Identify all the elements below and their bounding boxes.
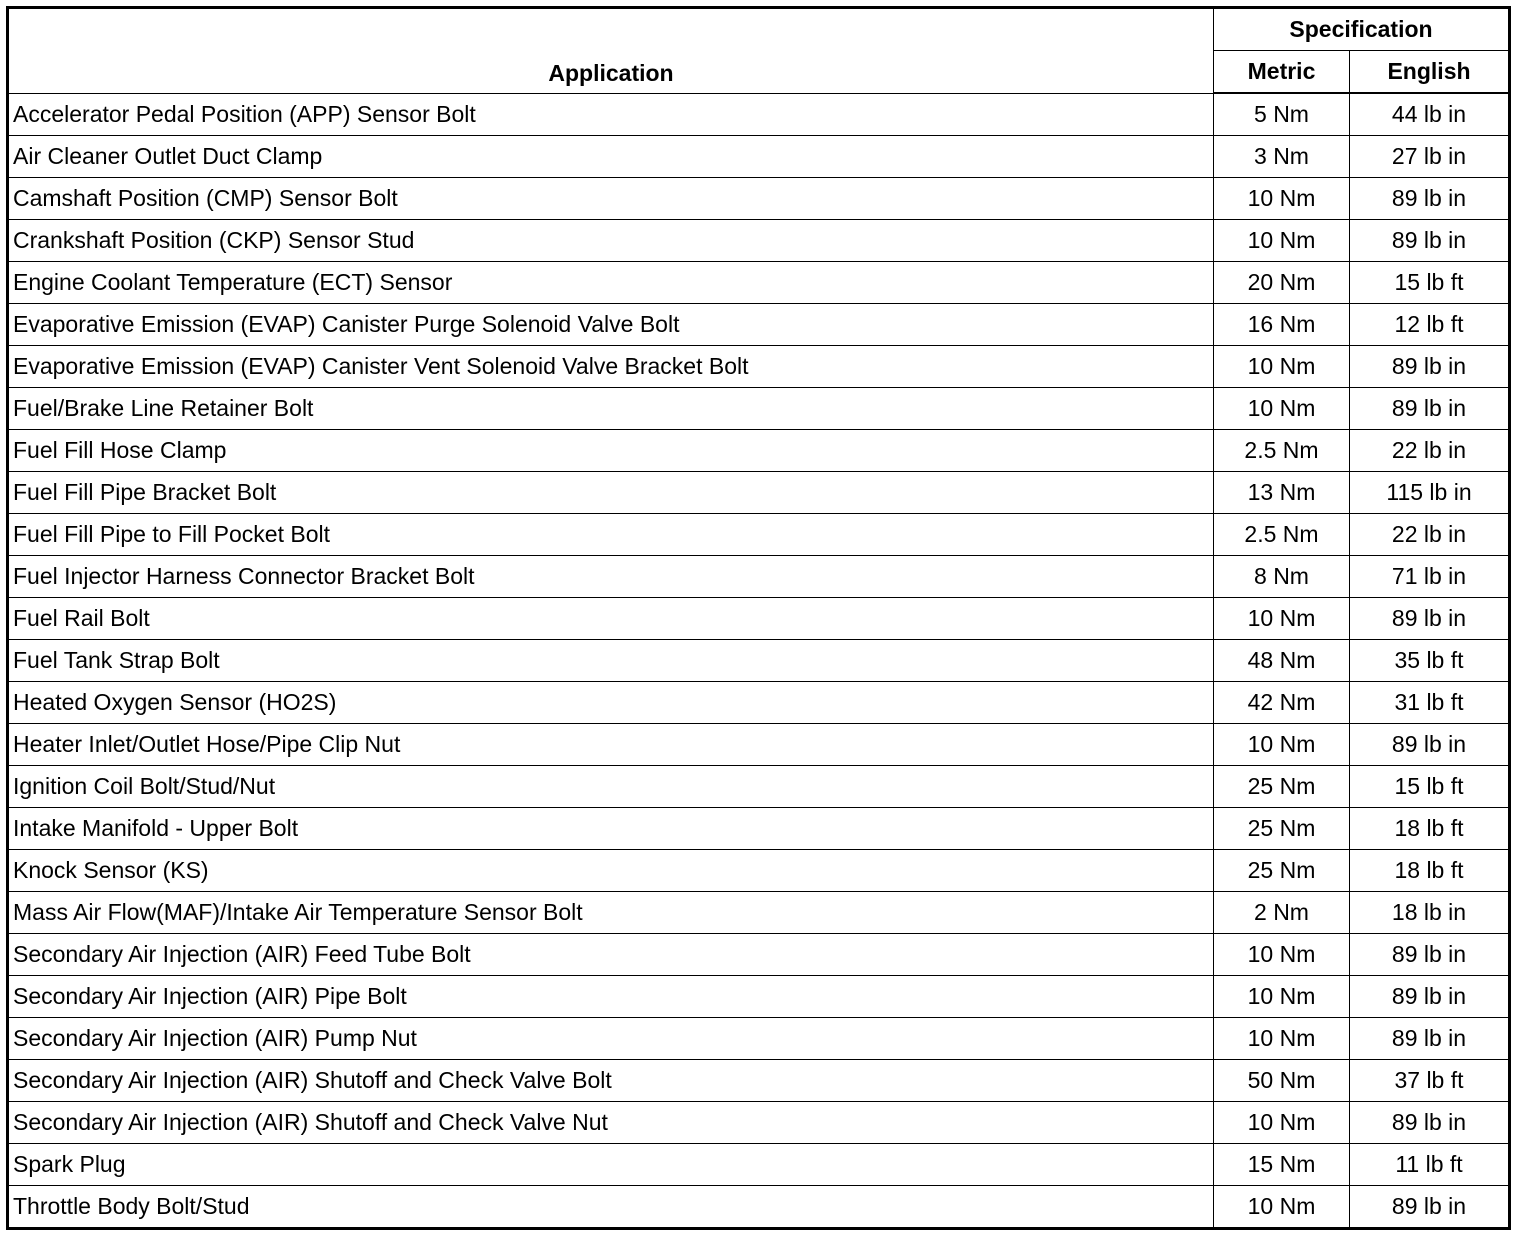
metric-cell: 25 Nm: [1214, 808, 1350, 850]
application-cell: Crankshaft Position (CKP) Sensor Stud: [8, 220, 1214, 262]
english-cell: 89 lb in: [1350, 1018, 1510, 1060]
table-row: [8, 430, 1510, 472]
application-cell: Fuel Fill Pipe to Fill Pocket Bolt: [8, 514, 1214, 556]
metric-cell: 10 Nm: [1214, 1102, 1350, 1144]
specification-table: [6, 6, 1511, 1230]
table-row: [8, 1060, 1510, 1102]
table-row: [8, 766, 1510, 808]
metric-cell: 10 Nm: [1214, 598, 1350, 640]
english-cell: 12 lb ft: [1350, 304, 1510, 346]
english-cell: 89 lb in: [1350, 1102, 1510, 1144]
table-row: [8, 724, 1510, 766]
metric-cell: 10 Nm: [1214, 220, 1350, 262]
application-cell: Engine Coolant Temperature (ECT) Sensor: [8, 262, 1214, 304]
english-cell: 18 lb ft: [1350, 808, 1510, 850]
table-row: [8, 1186, 1510, 1229]
table-row: [8, 136, 1510, 178]
application-cell: Throttle Body Bolt/Stud: [8, 1186, 1214, 1229]
english-cell: 31 lb ft: [1350, 682, 1510, 724]
metric-cell: 10 Nm: [1214, 976, 1350, 1018]
application-cell: Fuel/Brake Line Retainer Bolt: [8, 388, 1214, 430]
application-cell: Heater Inlet/Outlet Hose/Pipe Clip Nut: [8, 724, 1214, 766]
metric-cell: 10 Nm: [1214, 934, 1350, 976]
table-row: [8, 262, 1510, 304]
table-row: [8, 934, 1510, 976]
application-cell: Accelerator Pedal Position (APP) Sensor Bolt: [8, 93, 1214, 136]
table-row: [8, 93, 1510, 136]
metric-cell: 25 Nm: [1214, 850, 1350, 892]
english-cell: 89 lb in: [1350, 346, 1510, 388]
metric-cell: 10 Nm: [1214, 346, 1350, 388]
metric-cell: 42 Nm: [1214, 682, 1350, 724]
header-specification: Specification: [1214, 8, 1510, 51]
english-cell: 89 lb in: [1350, 178, 1510, 220]
table-row: [8, 976, 1510, 1018]
english-cell: 115 lb in: [1350, 472, 1510, 514]
table-row: [8, 682, 1510, 724]
table-row: [8, 598, 1510, 640]
metric-cell: 5 Nm: [1214, 93, 1350, 136]
header-application: Application: [8, 8, 1214, 94]
table-row: [8, 346, 1510, 388]
metric-cell: 3 Nm: [1214, 136, 1350, 178]
metric-cell: 2.5 Nm: [1214, 514, 1350, 556]
metric-cell: 10 Nm: [1214, 388, 1350, 430]
application-cell: Air Cleaner Outlet Duct Clamp: [8, 136, 1214, 178]
metric-cell: 25 Nm: [1214, 766, 1350, 808]
application-cell: Spark Plug: [8, 1144, 1214, 1186]
table-row: [8, 1018, 1510, 1060]
metric-cell: 10 Nm: [1214, 1186, 1350, 1229]
table-row: [8, 892, 1510, 934]
application-cell: Fuel Rail Bolt: [8, 598, 1214, 640]
application-cell: Fuel Injector Harness Connector Bracket Bolt: [8, 556, 1214, 598]
metric-cell: 13 Nm: [1214, 472, 1350, 514]
english-cell: 18 lb in: [1350, 892, 1510, 934]
english-cell: 89 lb in: [1350, 724, 1510, 766]
application-cell: Evaporative Emission (EVAP) Canister Vent Solenoid Valve Bracket Bolt: [8, 346, 1214, 388]
application-cell: Fuel Fill Hose Clamp: [8, 430, 1214, 472]
application-cell: Mass Air Flow(MAF)/Intake Air Temperature Sensor Bolt: [8, 892, 1214, 934]
english-cell: 22 lb in: [1350, 430, 1510, 472]
header-metric: Metric: [1214, 51, 1350, 94]
application-cell: Camshaft Position (CMP) Sensor Bolt: [8, 178, 1214, 220]
application-cell: Intake Manifold - Upper Bolt: [8, 808, 1214, 850]
english-cell: 89 lb in: [1350, 1186, 1510, 1229]
table-row: [8, 220, 1510, 262]
table-row: [8, 808, 1510, 850]
english-cell: 22 lb in: [1350, 514, 1510, 556]
english-cell: 89 lb in: [1350, 388, 1510, 430]
english-cell: 44 lb in: [1350, 93, 1510, 136]
table-body: [8, 93, 1510, 1229]
application-cell: Secondary Air Injection (AIR) Feed Tube Bolt: [8, 934, 1214, 976]
table-row: [8, 388, 1510, 430]
english-cell: 89 lb in: [1350, 598, 1510, 640]
header-row-top: [8, 8, 1510, 51]
application-cell: Secondary Air Injection (AIR) Shutoff and Check Valve Nut: [8, 1102, 1214, 1144]
metric-cell: 50 Nm: [1214, 1060, 1350, 1102]
table-row: [8, 1102, 1510, 1144]
table-row: [8, 304, 1510, 346]
table-row: [8, 850, 1510, 892]
metric-cell: 2 Nm: [1214, 892, 1350, 934]
application-cell: Heated Oxygen Sensor (HO2S): [8, 682, 1214, 724]
metric-cell: 10 Nm: [1214, 178, 1350, 220]
metric-cell: 8 Nm: [1214, 556, 1350, 598]
application-cell: Fuel Fill Pipe Bracket Bolt: [8, 472, 1214, 514]
english-cell: 27 lb in: [1350, 136, 1510, 178]
table-row: [8, 640, 1510, 682]
table-header: [8, 8, 1510, 94]
english-cell: 71 lb in: [1350, 556, 1510, 598]
metric-cell: 15 Nm: [1214, 1144, 1350, 1186]
english-cell: 11 lb ft: [1350, 1144, 1510, 1186]
application-cell: Knock Sensor (KS): [8, 850, 1214, 892]
metric-cell: 2.5 Nm: [1214, 430, 1350, 472]
application-cell: Fuel Tank Strap Bolt: [8, 640, 1214, 682]
english-cell: 15 lb ft: [1350, 766, 1510, 808]
english-cell: 37 lb ft: [1350, 1060, 1510, 1102]
table-row: [8, 178, 1510, 220]
english-cell: 89 lb in: [1350, 934, 1510, 976]
application-cell: Secondary Air Injection (AIR) Shutoff and Check Valve Bolt: [8, 1060, 1214, 1102]
header-english: English: [1350, 51, 1510, 94]
table-row: [8, 1144, 1510, 1186]
english-cell: 35 lb ft: [1350, 640, 1510, 682]
application-cell: Evaporative Emission (EVAP) Canister Purge Solenoid Valve Bolt: [8, 304, 1214, 346]
english-cell: 15 lb ft: [1350, 262, 1510, 304]
metric-cell: 10 Nm: [1214, 724, 1350, 766]
english-cell: 89 lb in: [1350, 976, 1510, 1018]
english-cell: 89 lb in: [1350, 220, 1510, 262]
application-cell: Ignition Coil Bolt/Stud/Nut: [8, 766, 1214, 808]
metric-cell: 48 Nm: [1214, 640, 1350, 682]
metric-cell: 10 Nm: [1214, 1018, 1350, 1060]
metric-cell: 16 Nm: [1214, 304, 1350, 346]
table-row: [8, 514, 1510, 556]
table-row: [8, 556, 1510, 598]
table-row: [8, 472, 1510, 514]
application-cell: Secondary Air Injection (AIR) Pipe Bolt: [8, 976, 1214, 1018]
english-cell: 18 lb ft: [1350, 850, 1510, 892]
metric-cell: 20 Nm: [1214, 262, 1350, 304]
application-cell: Secondary Air Injection (AIR) Pump Nut: [8, 1018, 1214, 1060]
